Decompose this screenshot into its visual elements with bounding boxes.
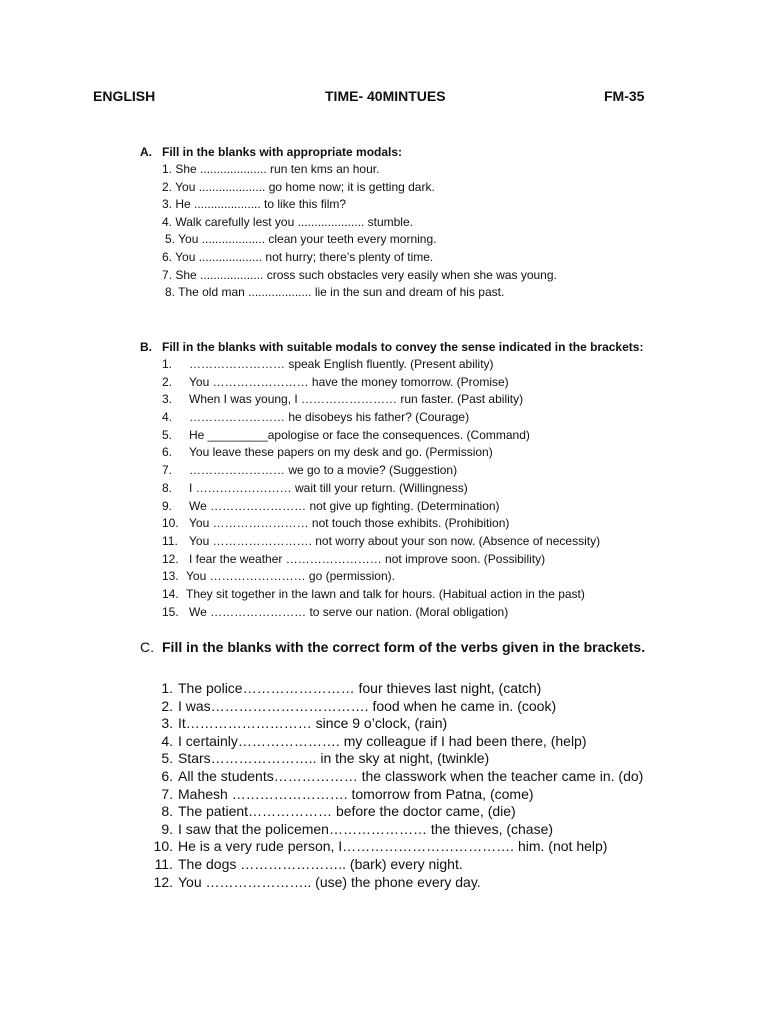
section-a bbox=[140, 144, 557, 302]
section-b bbox=[140, 338, 643, 621]
list-item bbox=[140, 480, 643, 498]
list-item bbox=[140, 786, 645, 804]
list-item: 3. He .................... to like this film? bbox=[162, 197, 347, 212]
list-item bbox=[140, 838, 645, 856]
item-number: 2. bbox=[162, 374, 173, 389]
list-item: 6. You ................... not hurry; there’s plenty of time. bbox=[162, 249, 434, 264]
item-number: 12. bbox=[162, 551, 179, 566]
list-item bbox=[140, 374, 643, 392]
item-text: I certainly…………………. my colleague if I had been there, (help) bbox=[178, 732, 587, 749]
list-item bbox=[140, 498, 643, 516]
list-item bbox=[140, 604, 643, 622]
list-item bbox=[140, 715, 645, 733]
item-number: 10. bbox=[153, 838, 173, 855]
list-item bbox=[140, 391, 643, 409]
list-item bbox=[140, 768, 645, 786]
item-number: 12. bbox=[153, 873, 173, 890]
item-text: He is a very rude person, I………………………………. him. (not help) bbox=[178, 838, 608, 855]
item-text: …………………… we go to a movie? (Suggestion) bbox=[189, 463, 458, 478]
time-label: TIME- 40MINTUES bbox=[325, 88, 446, 104]
list-item: 1. She .................... run ten kms an hour. bbox=[162, 162, 380, 176]
list-item bbox=[140, 356, 643, 374]
item-number: 3. bbox=[161, 715, 173, 732]
list-item bbox=[140, 409, 643, 427]
list-item bbox=[140, 856, 645, 874]
item-number: 4. bbox=[162, 410, 173, 425]
list-item bbox=[140, 568, 643, 586]
item-text: …………………… he disobeys his father? (Courage) bbox=[189, 410, 470, 425]
item-text: They sit together in the lawn and talk for hours. (Habitual action in the past) bbox=[186, 586, 585, 601]
item-number: 10. bbox=[162, 516, 179, 531]
item-text: …………………… speak English fluently. (Present ability) bbox=[189, 357, 494, 371]
section-a-title bbox=[140, 144, 557, 161]
item-text: The dogs ………………….. (bark) every night. bbox=[178, 855, 463, 872]
item-text: The patient……………… before the doctor came, (die) bbox=[178, 803, 516, 820]
item-text: All the students……………… the classwork when the teacher came in. (do) bbox=[178, 767, 644, 784]
item-number: 4. bbox=[161, 732, 173, 749]
section-b-heading: Fill in the blanks with suitable modals to convey the sense indicated in the brackets: bbox=[162, 340, 644, 354]
list-item bbox=[140, 698, 645, 716]
item-text: We …………………… not give up fighting. (Determination) bbox=[189, 498, 500, 513]
list-item bbox=[140, 733, 645, 751]
worksheet-header bbox=[0, 88, 768, 108]
item-number: 7. bbox=[162, 463, 173, 478]
item-text: I …………………… wait till your return. (Willingness) bbox=[189, 480, 468, 495]
list-item bbox=[140, 533, 643, 551]
item-number: 13. bbox=[162, 569, 179, 584]
item-number: 1. bbox=[161, 680, 173, 696]
item-number: 9. bbox=[162, 498, 173, 513]
list-item bbox=[140, 821, 645, 839]
list-item bbox=[140, 551, 643, 569]
item-text: You …………………… have the money tomorrow. (Promise) bbox=[189, 374, 509, 389]
item-number: 15. bbox=[162, 604, 179, 619]
list-item bbox=[140, 444, 643, 462]
item-text: It……………………… since 9 o’clock, (rain) bbox=[178, 715, 448, 732]
item-number: 8. bbox=[161, 803, 173, 820]
item-text: Mahesh ……………………. tomorrow from Patna, (come) bbox=[178, 785, 534, 802]
item-text: Stars………………….. in the sky at night, (twinkle) bbox=[178, 750, 490, 767]
item-number: 3. bbox=[162, 392, 173, 407]
subject-label: ENGLISH bbox=[93, 88, 156, 104]
list-item bbox=[140, 874, 645, 892]
item-number: 5. bbox=[161, 750, 173, 767]
list-item: 2. You .................... go home now; it is getting dark. bbox=[162, 179, 435, 194]
item-number: 9. bbox=[161, 820, 173, 837]
item-number: 11. bbox=[154, 855, 173, 872]
full-marks-label: FM-35 bbox=[604, 88, 645, 104]
item-text: I fear the weather …………………… not improve soon. (Possibility) bbox=[189, 551, 546, 566]
item-text: You …………………… go (permission). bbox=[186, 569, 395, 584]
item-text: He _________apologise or face the consequences. (Command) bbox=[189, 427, 530, 442]
section-b-letter: B. bbox=[140, 340, 152, 354]
item-number: 1. bbox=[162, 357, 173, 371]
item-text: You …………………… not touch those exhibits. (Prohibition) bbox=[189, 516, 510, 531]
list-item bbox=[140, 427, 643, 445]
list-item bbox=[140, 586, 643, 604]
list-item bbox=[140, 803, 645, 821]
section-c-heading: Fill in the blanks with the correct form of the verbs given in the brackets. bbox=[162, 639, 646, 655]
item-text: I saw that the policemen………………… the thieves, (chase) bbox=[178, 820, 554, 837]
item-number: 14. bbox=[162, 586, 179, 601]
item-text: You leave these papers on my desk and go. (Permission) bbox=[189, 445, 493, 460]
item-text: I was……………………………. food when he came in. (cook) bbox=[178, 697, 557, 714]
section-c bbox=[140, 636, 645, 891]
list-item bbox=[140, 515, 643, 533]
item-text: You ………………….. (use) the phone every day. bbox=[178, 873, 481, 890]
section-b-title bbox=[140, 338, 643, 356]
item-number: 6. bbox=[162, 445, 173, 460]
list-item: 5. You ................... clean your teeth every morning. bbox=[165, 232, 437, 247]
item-number: 2. bbox=[161, 697, 173, 714]
item-number: 5. bbox=[162, 427, 173, 442]
section-c-letter: C. bbox=[140, 639, 154, 655]
list-item: 8. The old man ................... lie in the sun and dream of his past. bbox=[165, 285, 505, 300]
item-number: 8. bbox=[162, 480, 173, 495]
item-number: 11. bbox=[162, 533, 178, 548]
section-c-list bbox=[140, 680, 645, 891]
item-text: You ……………………. not worry about your son now. (Absence of necessity) bbox=[189, 533, 601, 548]
item-number: 6. bbox=[161, 767, 173, 784]
list-item bbox=[140, 750, 645, 768]
list-item bbox=[140, 680, 645, 698]
item-text: We …………………… to serve our nation. (Moral obligation) bbox=[189, 604, 509, 619]
section-c-title bbox=[140, 636, 645, 658]
section-a-heading: Fill in the blanks with appropriate modals: bbox=[162, 145, 403, 159]
item-text: The police…………………… four thieves last night, (catch) bbox=[178, 680, 542, 696]
item-text: When I was young, I …………………… run faster. (Past ability) bbox=[189, 392, 524, 407]
section-a-letter: A. bbox=[140, 145, 152, 159]
item-number: 7. bbox=[161, 785, 173, 802]
list-item: 4. Walk carefully lest you .................... stumble. bbox=[162, 214, 413, 229]
list-item bbox=[140, 462, 643, 480]
list-item: 7. She ................... cross such obstacles very easily when she was young. bbox=[162, 267, 557, 282]
